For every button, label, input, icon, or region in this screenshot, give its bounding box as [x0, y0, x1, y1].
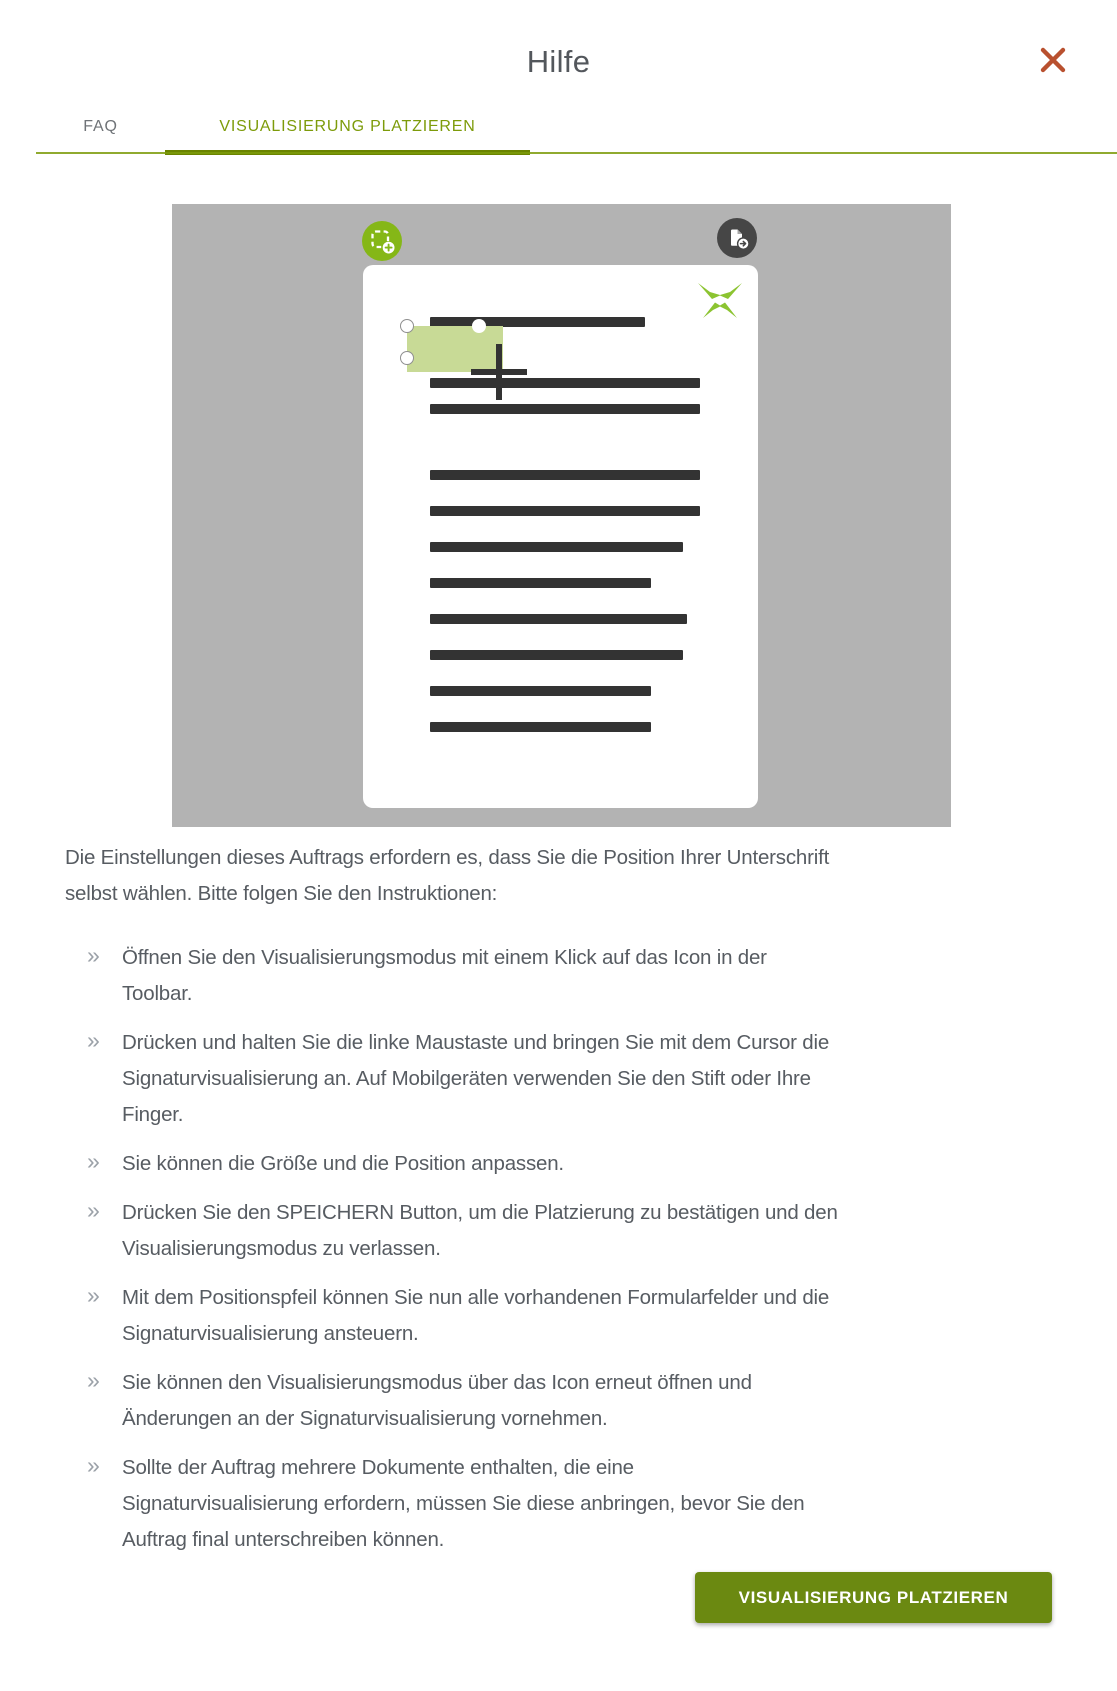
list-item: » Öffnen Sie den Visualisierungsmodus mit einem Klick auf das Icon in der Toolbar. [87, 942, 767, 1005]
place-visualization-icon [362, 221, 402, 261]
intro-line: Die Einstellungen dieses Auftrags erfordern es, dass Sie die Position Ihrer Unterschrift [65, 846, 830, 869]
document-text-line [430, 578, 651, 588]
chevron-marker-icon: » [87, 1452, 100, 1478]
document-text-line [430, 542, 683, 552]
next-document-icon [717, 218, 757, 258]
close-button[interactable] [1036, 44, 1070, 78]
list-item: » Mit dem Positionspfeil können Sie nun alle vorhandenen Formularfelder und die Signaturvisualisierung ansteuern. [87, 1282, 830, 1345]
close-icon [1038, 45, 1068, 75]
document-text-line [430, 722, 651, 732]
visualization-mode-illustration [172, 204, 951, 827]
resize-handle [400, 351, 414, 365]
document-text-line [430, 404, 700, 414]
visualisierung-platzieren-button[interactable]: VISUALISIERUNG PLATZIEREN [695, 1572, 1052, 1623]
tab-divider [36, 152, 1117, 154]
signature-placeholder [407, 326, 503, 372]
list-item: » Drücken und halten Sie die linke Maustaste und bringen Sie mit dem Cursor die Signaturvisualisierung an. Auf Mobilgeräten verwenden Sie den Stift oder Ihre Finger. [87, 1027, 830, 1126]
document-text-line [430, 686, 651, 696]
chevron-marker-icon: » [87, 1367, 100, 1393]
chevron-marker-icon: » [87, 1027, 100, 1053]
document-text-line [430, 470, 700, 480]
chevron-marker-icon: » [87, 942, 100, 968]
resize-handle [400, 319, 414, 333]
document-text-line [430, 614, 687, 624]
intro-line: selbst wählen. Bitte folgen Sie den Instruktionen: [65, 882, 498, 905]
document-text-line [430, 378, 700, 388]
list-item: » Sie können den Visualisierungsmodus über das Icon erneut öffnen und Änderungen an der Signaturvisualisierung vornehmen. [87, 1367, 752, 1430]
instructions-list [65, 940, 838, 1571]
document-text-line [430, 650, 683, 660]
chevron-marker-icon: » [87, 1148, 100, 1174]
list-item: » Sollte der Auftrag mehrere Dokumente enthalten, die eine Signaturvisualisierung erfordern, müssen Sie diese anbringen, bevor Sie den Auftrag final unterschreiben können. [87, 1452, 805, 1551]
tab-faq[interactable]: FAQ [83, 118, 118, 135]
page-title: Hilfe [526, 44, 591, 79]
list-item: » Drücken Sie den SPEICHERN Button, um die Platzierung zu bestätigen und den Visualisierungsmodus zu verlassen. [87, 1197, 838, 1260]
tab-visualisierung-platzieren[interactable]: VISUALISIERUNG PLATZIEREN [219, 118, 476, 135]
crosshair-cursor [496, 344, 502, 400]
tab-bar [36, 104, 530, 150]
green-x-logo-icon [697, 283, 743, 318]
chevron-marker-icon: » [87, 1282, 100, 1308]
intro-text [65, 840, 829, 912]
resize-handle [472, 319, 486, 333]
chevron-marker-icon: » [87, 1197, 100, 1223]
list-item: » Sie können die Größe und die Position anpassen. [87, 1148, 564, 1175]
document-text-line [430, 506, 700, 516]
